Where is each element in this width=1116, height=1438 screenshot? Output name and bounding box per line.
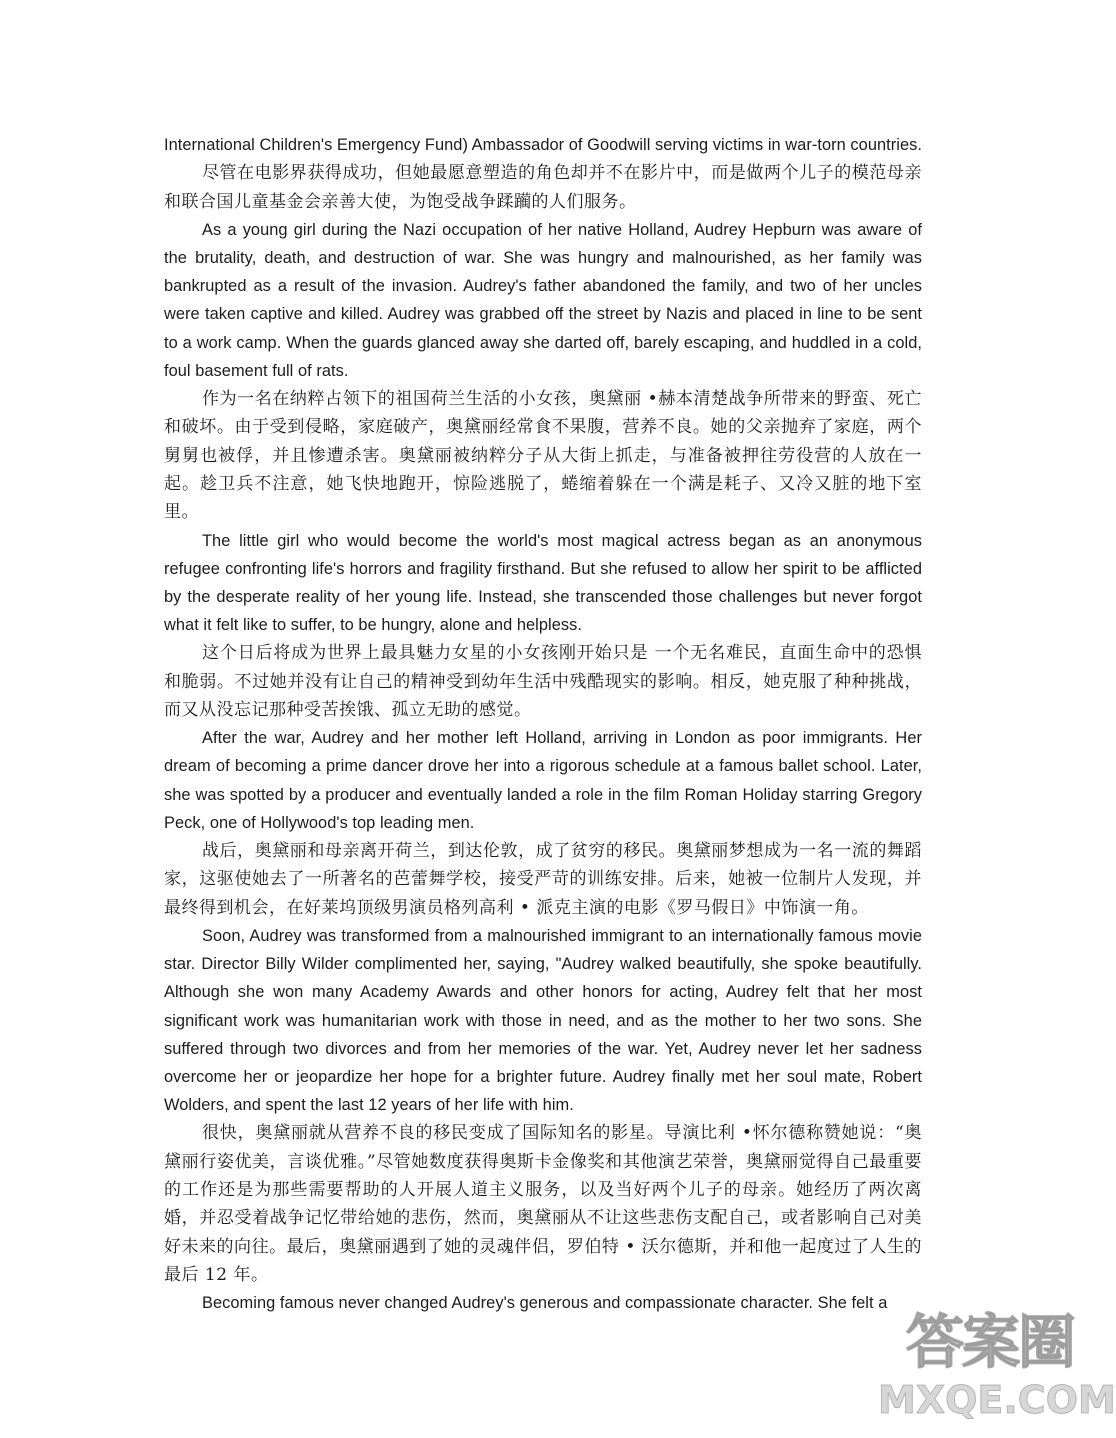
paragraph-zh-2: 作为一名在纳粹占领下的祖国荷兰生活的小女孩，奥黛丽 •赫本清楚战争所带来的野蛮、死亡和破坏。由于受到侵略，家庭破产，奥黛丽经常食不果腹，营养不良。她的父亲抛弃了家庭，两个舅舅也被俘，并且惨遭杀害。奥黛丽被纳粹分子从大街上抓走，与准备被押往劳役营的人放在一起。趁卫兵不注意，她飞快地跑开，惊险逃脱了，蜷缩着躲在一个满是耗子、又冷又脏的地下室里。 (164, 389, 922, 523)
watermark-chars: 答案圈 (905, 1308, 1074, 1376)
document-page (164, 131, 922, 1317)
paragraph-zh-4: 战后，奥黛丽和母亲离开荷兰，到达伦敦，成了贫穷的移民。奥黛丽梦想成为一名一流的舞蹈家，这驱使她去了一所著名的芭蕾舞学校，接受严苛的训练安排。后来，她被一位制片人发现，并最终得到机会，在好莱坞顶级男演员格列高利 • 派克主演的电影《罗马假日》中饰演一角。 (164, 841, 922, 918)
paragraph-en-4: After the war, Audrey and her mother left Holland, arriving in London as poor immigrants. Her dream of becoming a prime dancer drove her into a rigorous schedule at a famous ballet school. Later, she was spotted by a producer and eventually landed a role in the film Roman Holiday starring Gregory Peck, one of Hollywood's top leading men. (164, 729, 922, 832)
watermark-logo (874, 1306, 1116, 1434)
paragraph-en-5: Soon, Audrey was transformed from a malnourished immigrant to an internationally famous movie star. Director Billy Wilder complimented her, saying, "Audrey walked beautifully, she spoke beautifully. Although she won many Academy Awards and other honors for acting, Audrey felt that her most significant work was humanitarian work with those in need, and as the mother to her two sons. She suffered through two divorces and from her memories of the war. Yet, Audrey never let her sadness overcome her or jeopardize her hope for a brighter future. Audrey finally met her soul mate, Robert Wolders, and spent the last 12 years of her life with him. (164, 926, 922, 1115)
watermark-url: MXQE.COM (878, 1378, 1116, 1422)
paragraph-en-2: As a young girl during the Nazi occupation of her native Holland, Audrey Hepburn was aware of the brutality, death, and destruction of war. She was hungry and malnourished, as her family was bankrupted as a result of the invasion. Audrey's father abandoned the family, and two of her uncles were taken captive and killed. Audrey was grabbed off the street by Nazis and placed in line to be sent to a work camp. When the guards glanced away she darted off, barely escaping, and huddled in a cold, foul basement full of rats. (164, 220, 922, 380)
paragraph-en-3: The little girl who would become the world's most magical actress began as an anonymous refugee confronting life's horrors and fragility firsthand. But she refused to allow her spirit to be afflicted by the desperate reality of her young life. Instead, she transcended those challenges but never forgot what it felt like to suffer, to be hungry, alone and helpless. (164, 531, 922, 635)
paragraph-en-1: International Children's Emergency Fund) Ambassador of Goodwill serving victims in war-torn countries. (164, 136, 922, 154)
paragraph-en-6: Becoming famous never changed Audrey's generous and compassionate character. She felt a (202, 1294, 888, 1313)
paragraph-zh-3: 这个日后将成为世界上最具魅力女星的小女孩刚开始只是 一个无名难民，直面生命中的恐惧和脆弱。不过她并没有让自己的精神受到幼年生活中残酷现实的影响。相反，她克服了种种挑战，而又从没忘记那种受苦挨饿、孤立无助的感觉。 (164, 643, 922, 720)
paragraph-zh-5: 很快，奥黛丽就从营养不良的移民变成了国际知名的影星。导演比利 •怀尔德称赞她说：“奥黛丽行姿优美，言谈优雅。”尽管她数度获得奥斯卡金像奖和其他演艺荣誉，奥黛丽觉得自己最重要的工作还是为那些需要帮助的人开展人道主义服务，以及当好两个儿子的母亲。她经历了两次离婚，并忍受着战争记忆带给她的悲伤，然而，奥黛丽从不让这些悲伤支配自己，或者影响自己对美好未来的向往。最后，奥黛丽遇到了她的灵魂伴侣，罗伯特 • 沃尔德斯，并和他一起度过了人生的最后 12 年。 (164, 1123, 922, 1285)
paragraph-zh-1: 尽管在电影界获得成功，但她最愿意塑造的角色却并不在影片中，而是做两个儿子的模范母亲和联合国儿童基金会亲善大使，为饱受战争蹂躏的人们服务。 (164, 163, 922, 212)
